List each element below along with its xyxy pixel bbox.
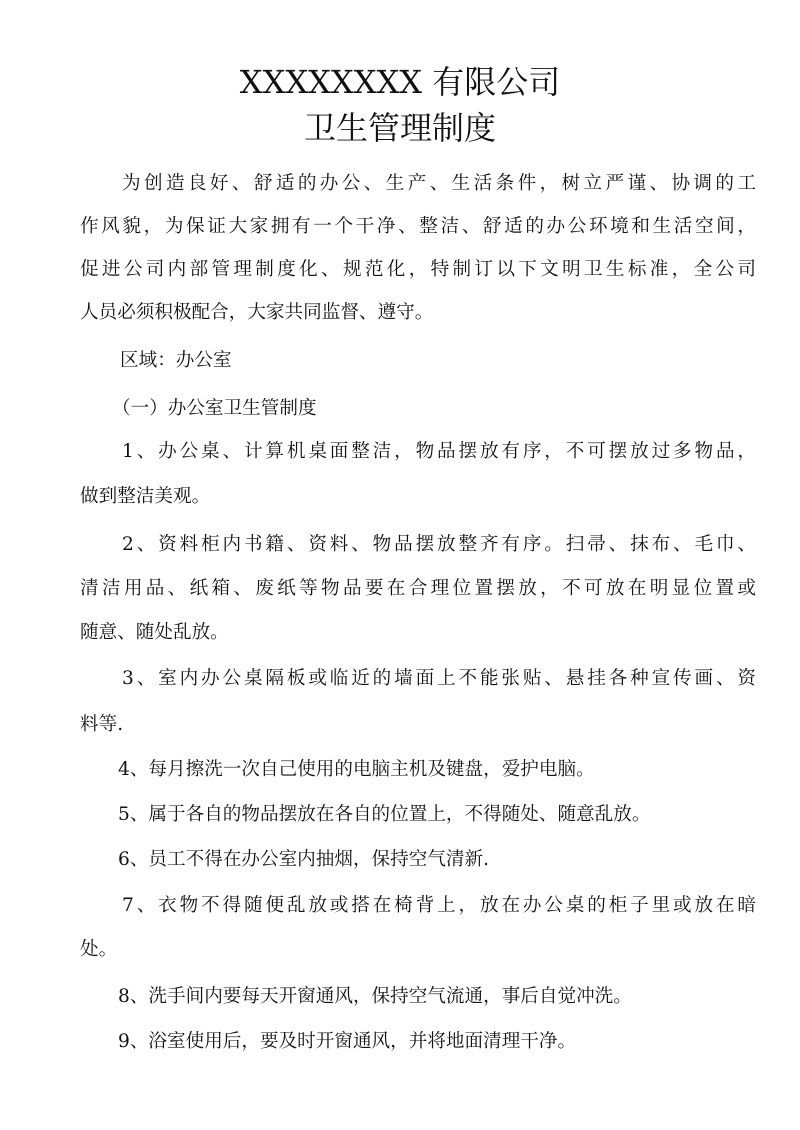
rule-2-line-3: 随意、随处乱放。 [80, 622, 229, 643]
rule-2-line-2: 清洁用品、纸箱、废纸等物品要在合理位置摆放，不可放在明显位置或 [80, 578, 756, 599]
regulation-title: 卫生管理制度 [303, 109, 496, 147]
intro-line-4: 人员必须积极配合，大家共同监督、遵守。 [80, 302, 434, 323]
rule-8: 8、洗手间内要每天开窗通风，保持空气流通，事后自觉冲洗。 [118, 986, 632, 1007]
intro-line-2: 作风貌，为保证大家拥有一个干净、整洁、舒适的办公环境和生活空间， [80, 216, 756, 237]
rule-7-line-2: 处。 [80, 939, 118, 960]
section-heading: （一）办公室卫生管制度 [112, 398, 317, 419]
rule-7-line-1: 7、衣物不得随便乱放或搭在椅背上，放在办公桌的柜子里或放在暗 [122, 895, 756, 916]
rule-4: 4、每月擦洗一次自己使用的电脑主机及键盘，爱护电脑。 [118, 759, 595, 780]
rule-3-line-1: 3、室内办公桌隔板或临近的墙面上不能张贴、悬挂各种宣传画、资 [122, 668, 756, 689]
rule-1-line-1: 1、办公桌、计算机桌面整洁，物品摆放有序，不可摆放过多物品， [122, 441, 756, 462]
area-label: 区域：办公室 [120, 350, 232, 371]
rule-5: 5、属于各自的物品摆放在各自的位置上，不得随处、随意乱放。 [118, 804, 651, 825]
rule-1-line-2: 做到整洁美观。 [80, 486, 211, 507]
rule-9: 9、浴室使用后，要及时开窗通风，并将地面清理干净。 [118, 1031, 577, 1052]
company-title: XXXXXXXX 有限公司 [239, 63, 561, 101]
intro-line-1: 为创造良好、舒适的办公、生产、生活条件，树立严谨、协调的工 [122, 173, 756, 194]
intro-line-3: 促进公司内部管理制度化、规范化，特制订以下文明卫生标准，全公司 [80, 259, 756, 280]
rule-2-line-1: 2、资料柜内书籍、资料、物品摆放整齐有序。扫帚、抹布、毛巾、 [122, 534, 756, 555]
rule-6: 6、员工不得在办公室内抽烟，保持空气清新. [118, 849, 490, 870]
rule-3-line-2: 料等. [80, 714, 124, 735]
